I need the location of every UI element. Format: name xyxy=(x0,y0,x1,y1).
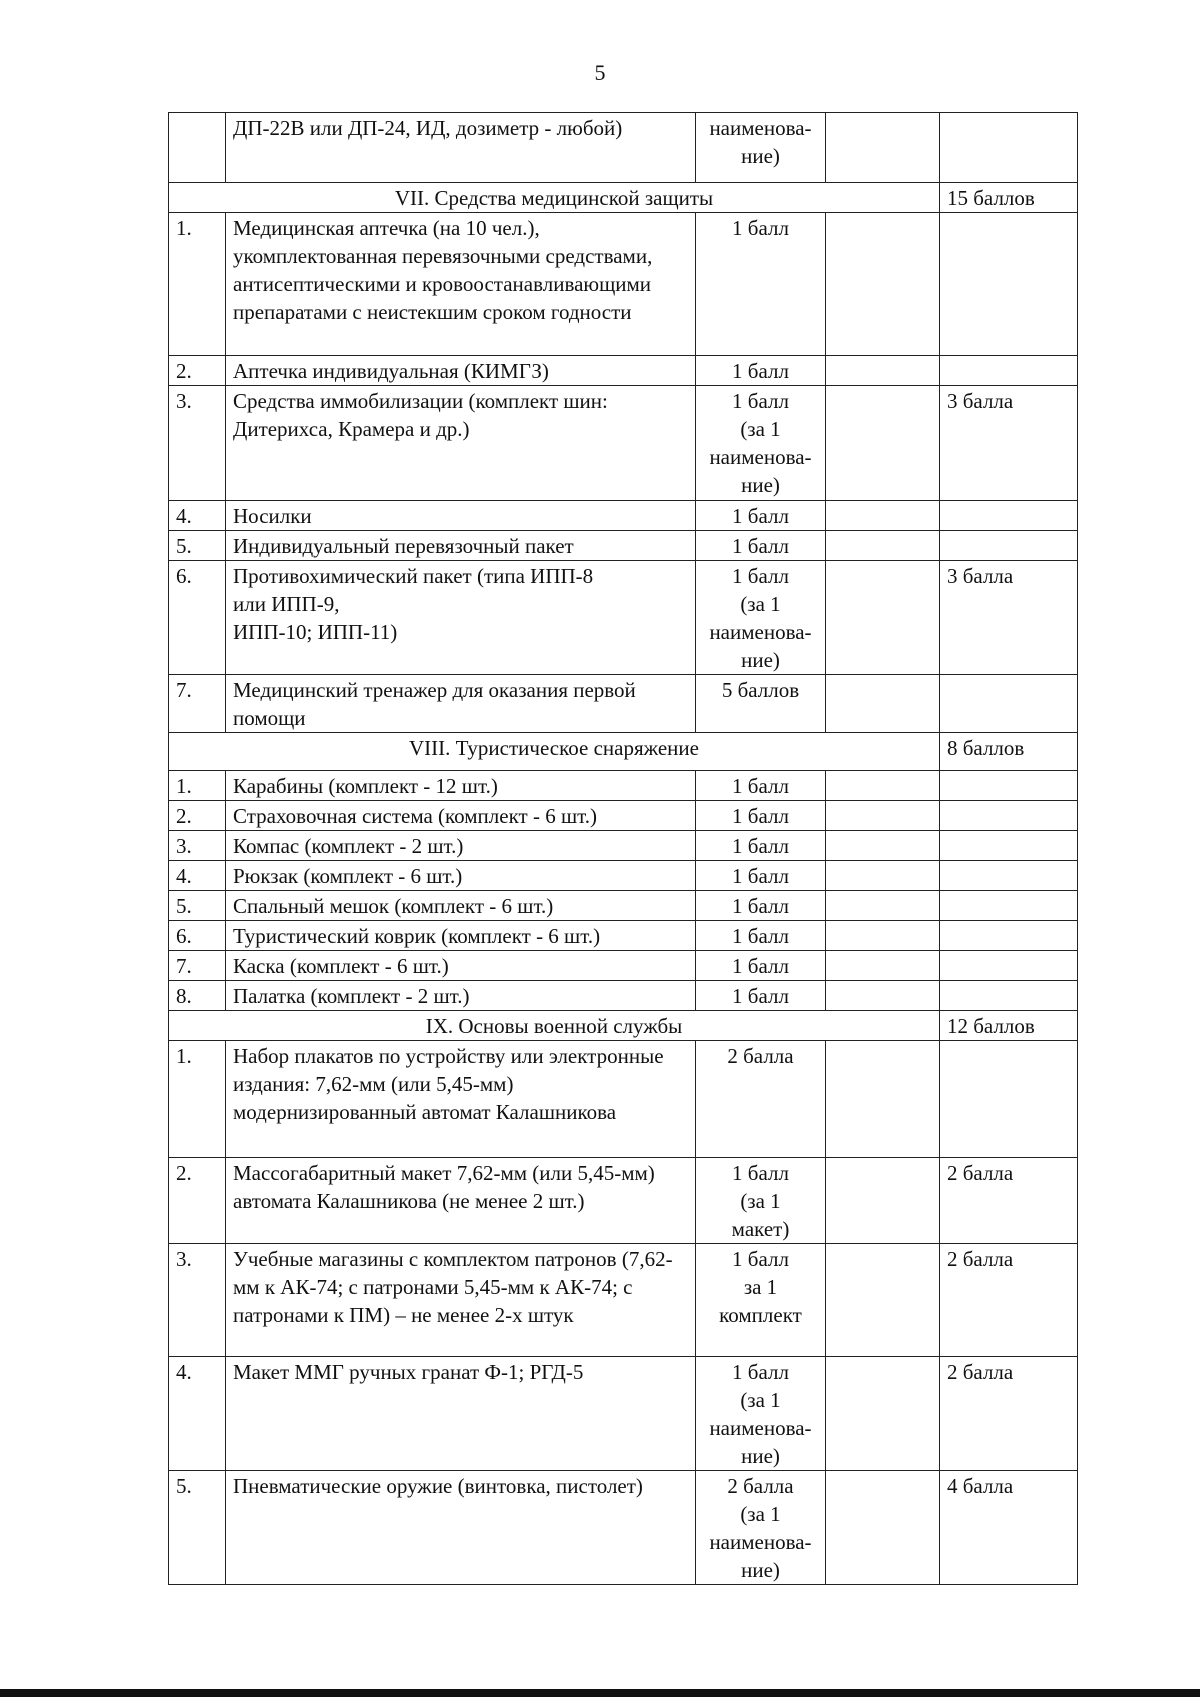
table-row xyxy=(169,531,1078,561)
item-name: Каска (комплект - 6 шт.) xyxy=(226,951,696,981)
item-mark xyxy=(826,891,940,921)
item-total xyxy=(940,501,1078,531)
row-number: 3. xyxy=(169,386,226,501)
item-total: 4 балла xyxy=(940,1471,1078,1585)
item-total xyxy=(940,891,1078,921)
item-points: 1 балл за 1 комплект xyxy=(696,1244,826,1357)
item-points: наименова- ние) xyxy=(696,113,826,183)
item-name: Пневматические оружие (винтовка, пистолет) xyxy=(226,1471,696,1585)
table-row xyxy=(169,921,1078,951)
item-points: 1 балл (за 1 наименова- ние) xyxy=(696,1357,826,1471)
section-header-row xyxy=(169,183,1078,213)
item-total xyxy=(940,531,1078,561)
item-mark xyxy=(826,771,940,801)
row-number: 5. xyxy=(169,891,226,921)
item-points: 1 балл xyxy=(696,861,826,891)
item-points: 1 балл xyxy=(696,213,826,356)
item-mark xyxy=(826,831,940,861)
item-points: 2 балла (за 1 наименова- ние) xyxy=(696,1471,826,1585)
item-mark xyxy=(826,675,940,733)
table-row xyxy=(169,213,1078,356)
item-mark xyxy=(826,561,940,675)
table-row xyxy=(169,981,1078,1011)
item-points: 1 балл xyxy=(696,831,826,861)
row-number: 5. xyxy=(169,1471,226,1585)
row-number: 1. xyxy=(169,1041,226,1158)
section-total: 15 баллов xyxy=(940,183,1078,213)
table-row xyxy=(169,113,1078,183)
row-number: 7. xyxy=(169,951,226,981)
row-number: 4. xyxy=(169,861,226,891)
row-number: 3. xyxy=(169,1244,226,1357)
item-mark xyxy=(826,531,940,561)
item-mark xyxy=(826,501,940,531)
section-total: 12 баллов xyxy=(940,1011,1078,1041)
item-mark xyxy=(826,1471,940,1585)
item-points: 1 балл (за 1 наименова- ние) xyxy=(696,386,826,501)
item-points: 1 балл (за 1 наименова- ние) xyxy=(696,561,826,675)
row-number: 6. xyxy=(169,561,226,675)
item-points: 1 балл xyxy=(696,501,826,531)
item-total: 2 балла xyxy=(940,1357,1078,1471)
item-name: Средства иммобилизации (комплект шин: Дитерихса, Крамера и др.) xyxy=(226,386,696,501)
row-number: 1. xyxy=(169,213,226,356)
item-mark xyxy=(826,356,940,386)
table-row xyxy=(169,831,1078,861)
row-number: 7. xyxy=(169,675,226,733)
table-row xyxy=(169,801,1078,831)
item-points: 1 балл xyxy=(696,981,826,1011)
item-points: 1 балл xyxy=(696,801,826,831)
item-points: 2 балла xyxy=(696,1041,826,1158)
item-points: 1 балл xyxy=(696,771,826,801)
item-points: 1 балл xyxy=(696,891,826,921)
item-total: 3 балла xyxy=(940,561,1078,675)
item-name: Набор плакатов по устройству или электронные издания: 7,62-мм (или 5,45-мм) модернизированный автомат Калашникова xyxy=(226,1041,696,1158)
item-total xyxy=(940,801,1078,831)
section-title: IX. Основы военной службы xyxy=(169,1011,940,1041)
item-mark xyxy=(826,861,940,891)
item-name: Рюкзак (комплект - 6 шт.) xyxy=(226,861,696,891)
row-number: 3. xyxy=(169,831,226,861)
item-points: 1 балл xyxy=(696,921,826,951)
item-mark xyxy=(826,1158,940,1244)
table-row xyxy=(169,1244,1078,1357)
item-name: Носилки xyxy=(226,501,696,531)
table-row xyxy=(169,1357,1078,1471)
item-mark xyxy=(826,386,940,501)
section-total: 8 баллов xyxy=(940,733,1078,771)
item-total: 2 балла xyxy=(940,1244,1078,1357)
item-points: 1 балл (за 1 макет) xyxy=(696,1158,826,1244)
table-row xyxy=(169,561,1078,675)
row-number: 4. xyxy=(169,1357,226,1471)
item-name: Туристический коврик (комплект - 6 шт.) xyxy=(226,921,696,951)
item-mark xyxy=(826,921,940,951)
item-name: ДП-22В или ДП-24, ИД, дозиметр - любой) xyxy=(226,113,696,183)
item-name: Страховочная система (комплект - 6 шт.) xyxy=(226,801,696,831)
item-total xyxy=(940,771,1078,801)
section-title: VIII. Туристическое снаряжение xyxy=(169,733,940,771)
item-name: Макет ММГ ручных гранат Ф-1; РГД-5 xyxy=(226,1357,696,1471)
section-title: VII. Средства медицинской защиты xyxy=(169,183,940,213)
item-total xyxy=(940,675,1078,733)
item-mark xyxy=(826,1041,940,1158)
row-number: 2. xyxy=(169,801,226,831)
row-number: 4. xyxy=(169,501,226,531)
item-name: Спальный мешок (комплект - 6 шт.) xyxy=(226,891,696,921)
table-row xyxy=(169,501,1078,531)
table-row xyxy=(169,386,1078,501)
table-row xyxy=(169,1158,1078,1244)
item-name: Компас (комплект - 2 шт.) xyxy=(226,831,696,861)
table-row xyxy=(169,951,1078,981)
item-mark xyxy=(826,1244,940,1357)
table-row xyxy=(169,771,1078,801)
item-name: Медицинская аптечка (на 10 чел.), укомплектованная перевязочными средствами, антисептическими и кровоостанавливающими препаратами с неистекшим сроком годности xyxy=(226,213,696,356)
item-total xyxy=(940,951,1078,981)
item-total xyxy=(940,861,1078,891)
item-total xyxy=(940,921,1078,951)
item-points: 1 балл xyxy=(696,951,826,981)
table-row xyxy=(169,356,1078,386)
item-mark xyxy=(826,981,940,1011)
table-row xyxy=(169,1041,1078,1158)
item-name: Медицинский тренажер для оказания первой помощи xyxy=(226,675,696,733)
item-name: Палатка (комплект - 2 шт.) xyxy=(226,981,696,1011)
section-header-row xyxy=(169,733,1078,771)
item-total: 3 балла xyxy=(940,386,1078,501)
page-number: 5 xyxy=(594,60,606,85)
row-number: 1. xyxy=(169,771,226,801)
item-mark xyxy=(826,213,940,356)
item-total: 2 балла xyxy=(940,1158,1078,1244)
table-row xyxy=(169,891,1078,921)
equipment-scoring-table xyxy=(168,112,1078,1585)
item-points: 1 балл xyxy=(696,531,826,561)
table-row xyxy=(169,675,1078,733)
item-name: Массогабаритный макет 7,62-мм (или 5,45-мм) автомата Калашникова (не менее 2 шт.) xyxy=(226,1158,696,1244)
item-points: 5 баллов xyxy=(696,675,826,733)
item-total xyxy=(940,981,1078,1011)
item-name: Индивидуальный перевязочный пакет xyxy=(226,531,696,561)
item-total xyxy=(940,213,1078,356)
item-name: Учебные магазины с комплектом патронов (7,62-мм к АК-74; с патронами 5,45-мм к АК-74; с патронами к ПМ) – не менее 2-х штук xyxy=(226,1244,696,1357)
item-total xyxy=(940,1041,1078,1158)
item-name: Противохимический пакет (типа ИПП-8 или ИПП-9, ИПП-10; ИПП-11) xyxy=(226,561,696,675)
item-total xyxy=(940,113,1078,183)
table-row xyxy=(169,1471,1078,1585)
item-points: 1 балл xyxy=(696,356,826,386)
item-total xyxy=(940,831,1078,861)
table-row xyxy=(169,861,1078,891)
row-number: 8. xyxy=(169,981,226,1011)
row-number: 5. xyxy=(169,531,226,561)
item-name: Карабины (комплект - 12 шт.) xyxy=(226,771,696,801)
item-mark xyxy=(826,801,940,831)
section-header-row xyxy=(169,1011,1078,1041)
row-number: 2. xyxy=(169,1158,226,1244)
scan-border xyxy=(0,1689,1200,1697)
item-mark xyxy=(826,951,940,981)
row-number: 2. xyxy=(169,356,226,386)
item-mark xyxy=(826,1357,940,1471)
item-mark xyxy=(826,113,940,183)
item-name: Аптечка индивидуальная (КИМГЗ) xyxy=(226,356,696,386)
item-total xyxy=(940,356,1078,386)
row-number xyxy=(169,113,226,183)
row-number: 6. xyxy=(169,921,226,951)
